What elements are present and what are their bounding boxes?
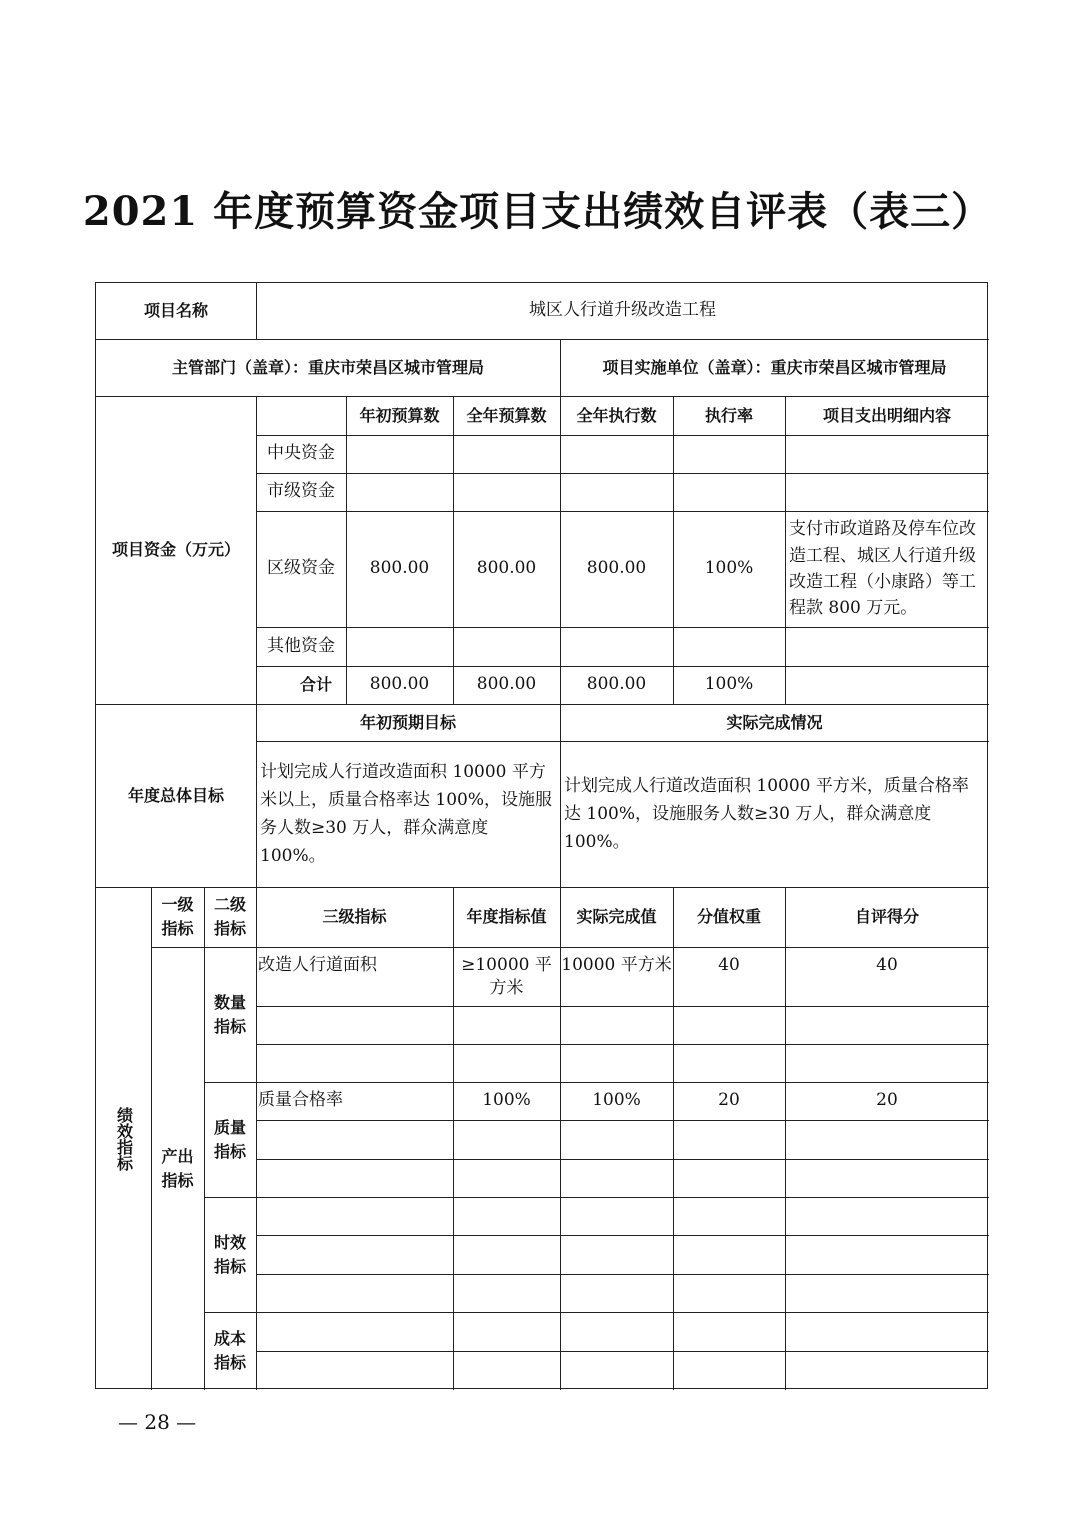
- fund-value: 800.00: [369, 558, 430, 579]
- level2-quality: 质量指标: [213, 1117, 246, 1161]
- level2-quantity: 数量指标: [213, 992, 246, 1036]
- expected-goal-text: 计划完成人行道改造面积 10000 平方米以上，质量合格率达 100%，设施服务人数≥30 万人，群众满意度 100%。: [260, 761, 553, 867]
- fund-row-name: 其他资金: [267, 635, 335, 656]
- level1-output: 产出指标: [161, 1146, 194, 1190]
- header-detail-content: 项目支出明细内容: [822, 405, 951, 425]
- level2-timeliness: 时效指标: [213, 1232, 246, 1276]
- indicator-actual: 100%: [592, 1090, 641, 1110]
- fund-row-name: 中央资金: [267, 443, 335, 464]
- page-number: — 28 —: [118, 1410, 197, 1434]
- fund-total-value: 800.00: [369, 674, 430, 695]
- row-divider: [256, 473, 989, 474]
- project-name-label: 项目名称: [143, 301, 208, 320]
- project-name-value: 城区人行道升级改造工程: [529, 300, 716, 321]
- row-divider: [256, 1159, 989, 1160]
- indicator-weight: 20: [718, 1090, 740, 1110]
- header-weight: 分值权重: [696, 907, 761, 926]
- fund-rate: 100%: [704, 558, 754, 579]
- header-initial-budget: 年初预算数: [359, 405, 440, 425]
- fund-value: 800.00: [586, 558, 647, 579]
- row-divider: [256, 1120, 989, 1121]
- supervising-dept: 主管部门（盖章）：重庆市荣昌区城市管理局: [171, 357, 484, 377]
- header-annual-target: 年度指标值: [466, 907, 547, 926]
- indicators-label: 绩效指标: [114, 1106, 134, 1171]
- indicator-weight: 40: [718, 955, 740, 975]
- row-divider: [256, 1006, 989, 1007]
- indicator-name: 质量合格率: [258, 1090, 343, 1110]
- row-divider: [256, 435, 989, 436]
- level2-cost: 成本指标: [213, 1329, 246, 1372]
- row-divider: [204, 1312, 989, 1313]
- indicator-score: 40: [876, 955, 898, 975]
- indicator-target: 100%: [482, 1090, 531, 1110]
- implementing-unit: 项目实施单位（盖章）：重庆市荣昌区城市管理局: [602, 357, 947, 377]
- header-execution-rate: 执行率: [704, 405, 753, 425]
- header-annual-execution: 全年执行数: [576, 405, 657, 425]
- header-self-score: 自评得分: [854, 907, 919, 926]
- header-actual-value: 实际完成值: [576, 907, 657, 926]
- goals-label: 年度总体目标: [127, 785, 224, 805]
- indicator-name: 改造人行道面积: [258, 955, 377, 975]
- row-divider: [256, 627, 989, 628]
- performance-table: [95, 282, 988, 1389]
- fund-row-name: 区级资金: [267, 558, 335, 579]
- indicator-actual: 10000 平方米: [561, 955, 672, 975]
- fund-detail: 支付市政道路及停车位改造工程、城区人行道升级改造工程（小康路）等工程款 800 万元。: [789, 519, 976, 619]
- row-divider: [204, 1197, 989, 1198]
- row-divider: [256, 1274, 989, 1275]
- fund-total-label: 合计: [299, 675, 332, 694]
- level1-header: 一级指标: [161, 895, 194, 938]
- fund-total-value: 800.00: [586, 674, 647, 695]
- page-title: 2021 年度预算资金项目支出绩效自评表（表三）: [82, 188, 993, 235]
- expected-goal-header: 年初预期目标: [359, 712, 456, 732]
- row-divider: [256, 1044, 989, 1045]
- indicator-score: 20: [876, 1090, 898, 1110]
- fund-value: 800.00: [476, 558, 537, 579]
- funds-label: 项目资金（万元）: [111, 540, 240, 559]
- level2-header: 二级指标: [213, 895, 246, 938]
- row-divider: [256, 1235, 989, 1236]
- actual-result-header: 实际完成情况: [726, 712, 823, 732]
- indicator-target: ≥10000 平方米: [461, 954, 552, 998]
- fund-row-name: 市级资金: [267, 481, 335, 502]
- actual-result-text: 计划完成人行道改造面积 10000 平方米，质量合格率达 100%，设施服务人数≥30 万人，群众满意度 100%。: [564, 775, 969, 853]
- header-level3: 三级指标: [322, 907, 387, 926]
- fund-total-value: 800.00: [476, 674, 537, 695]
- fund-total-rate: 100%: [704, 674, 754, 695]
- header-annual-budget: 全年预算数: [466, 405, 547, 425]
- row-divider: [256, 1351, 989, 1352]
